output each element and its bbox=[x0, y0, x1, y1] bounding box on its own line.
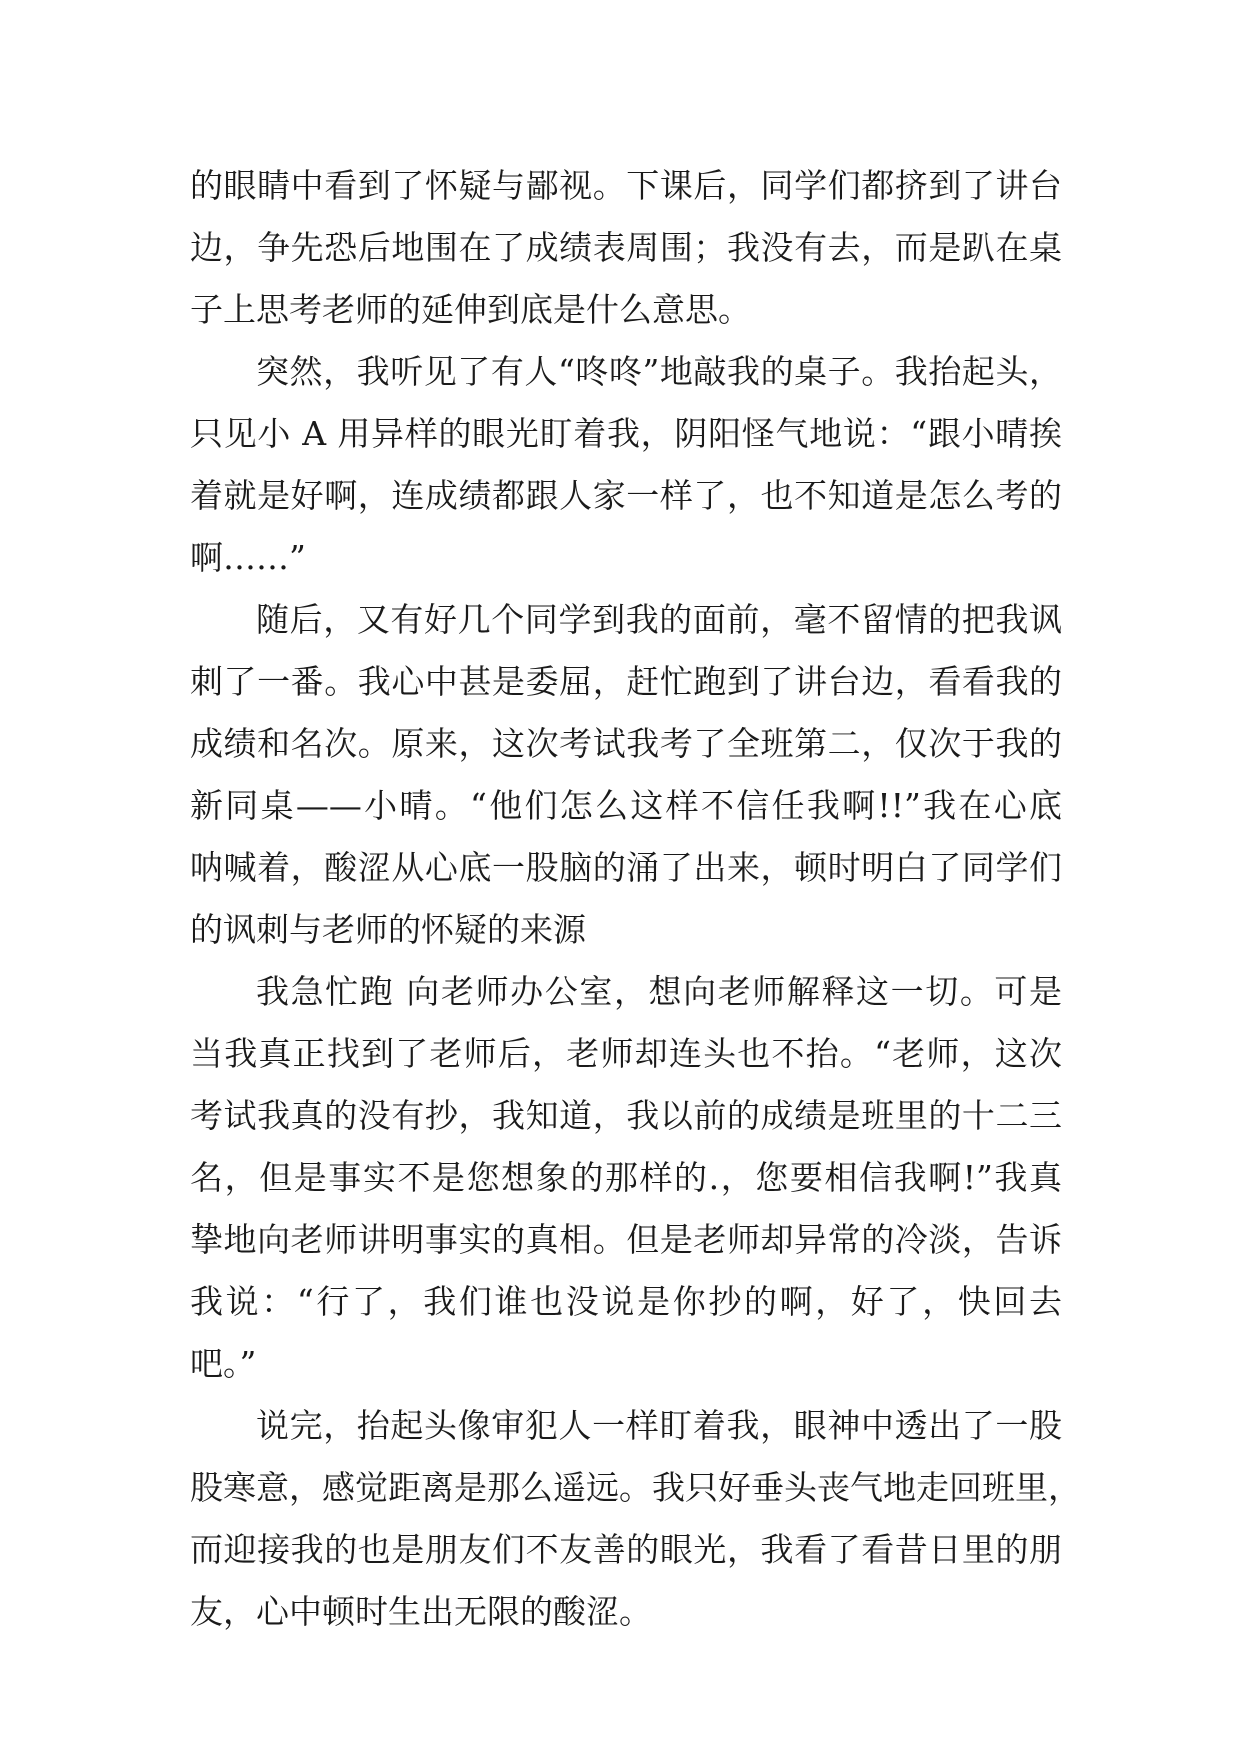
text-line: 说完，抬起头像审犯人一样盯着我，眼神中透出了一股 bbox=[256, 1406, 1062, 1445]
text-line: 新同桌——小晴。“他们怎么这样不信任我啊!!”我在心底 bbox=[190, 786, 1062, 825]
paragraph-5 bbox=[190, 1395, 1081, 1643]
text-line: 呐喊着，酸涩从心底一股脑的涌了出来，顿时明白了同学们 bbox=[190, 848, 1062, 887]
text-line: 名，但是事实不是您想象的那样的.，您要相信我啊!”我真 bbox=[190, 1158, 1062, 1197]
text-line: 吧。” bbox=[190, 1344, 257, 1383]
text-line: 突然，我听见了有人“咚咚”地敲我的桌子。我抬起头， bbox=[256, 352, 1062, 391]
text-line: 着就是好啊，连成绩都跟人家一样了，也不知道是怎么考的 bbox=[190, 476, 1062, 515]
paragraph-4 bbox=[190, 961, 1062, 1395]
paragraph-1 bbox=[190, 155, 1062, 341]
paragraph-2 bbox=[190, 341, 1062, 589]
document-body bbox=[190, 155, 1081, 1643]
text-line: 而迎接我的也是朋友们不友善的眼光，我看了看昔日里的朋 bbox=[190, 1530, 1062, 1569]
text-line: 的讽刺与老师的怀疑的来源 bbox=[190, 910, 586, 949]
text-line: 当我真正找到了老师后，老师却连头也不抬。“老师，这次 bbox=[190, 1034, 1062, 1073]
text-line: 我说：“行了，我们谁也没说是你抄的啊，好了，快回去 bbox=[190, 1282, 1062, 1321]
text-line: 刺了一番。我心中甚是委屈，赶忙跑到了讲台边，看看我的 bbox=[190, 662, 1062, 701]
text-line: 友，心中顿时生出无限的酸涩。 bbox=[190, 1592, 652, 1631]
text-line: 挚地向老师讲明事实的真相。但是老师却异常的冷淡，告诉 bbox=[190, 1220, 1062, 1259]
text-line: 子上思考老师的延伸到底是什么意思。 bbox=[190, 290, 751, 329]
text-line: 边，争先恐后地围在了成绩表周围；我没有去，而是趴在桌 bbox=[190, 228, 1062, 267]
text-line: 考试我真的没有抄，我知道，我以前的成绩是班里的十二三 bbox=[190, 1096, 1062, 1135]
text-line: 股寒意，感觉距离是那么遥远。我只好垂头丧气地走回班里， bbox=[190, 1468, 1081, 1507]
text-line: 只见小 A 用异样的眼光盯着我，阴阳怪气地说：“跟小晴挨 bbox=[190, 414, 1062, 453]
paragraph-3 bbox=[190, 589, 1062, 961]
text-line: 我急忙跑 向老师办公室，想向老师解释这一切。可是 bbox=[256, 972, 1062, 1011]
text-line: 啊……” bbox=[190, 538, 306, 577]
text-line: 随后，又有好几个同学到我的面前，毫不留情的把我讽 bbox=[256, 600, 1062, 639]
text-line: 成绩和名次。原来，这次考试我考了全班第二，仅次于我的 bbox=[190, 724, 1062, 763]
text-line: 的眼睛中看到了怀疑与鄙视。下课后，同学们都挤到了讲台 bbox=[190, 166, 1062, 205]
